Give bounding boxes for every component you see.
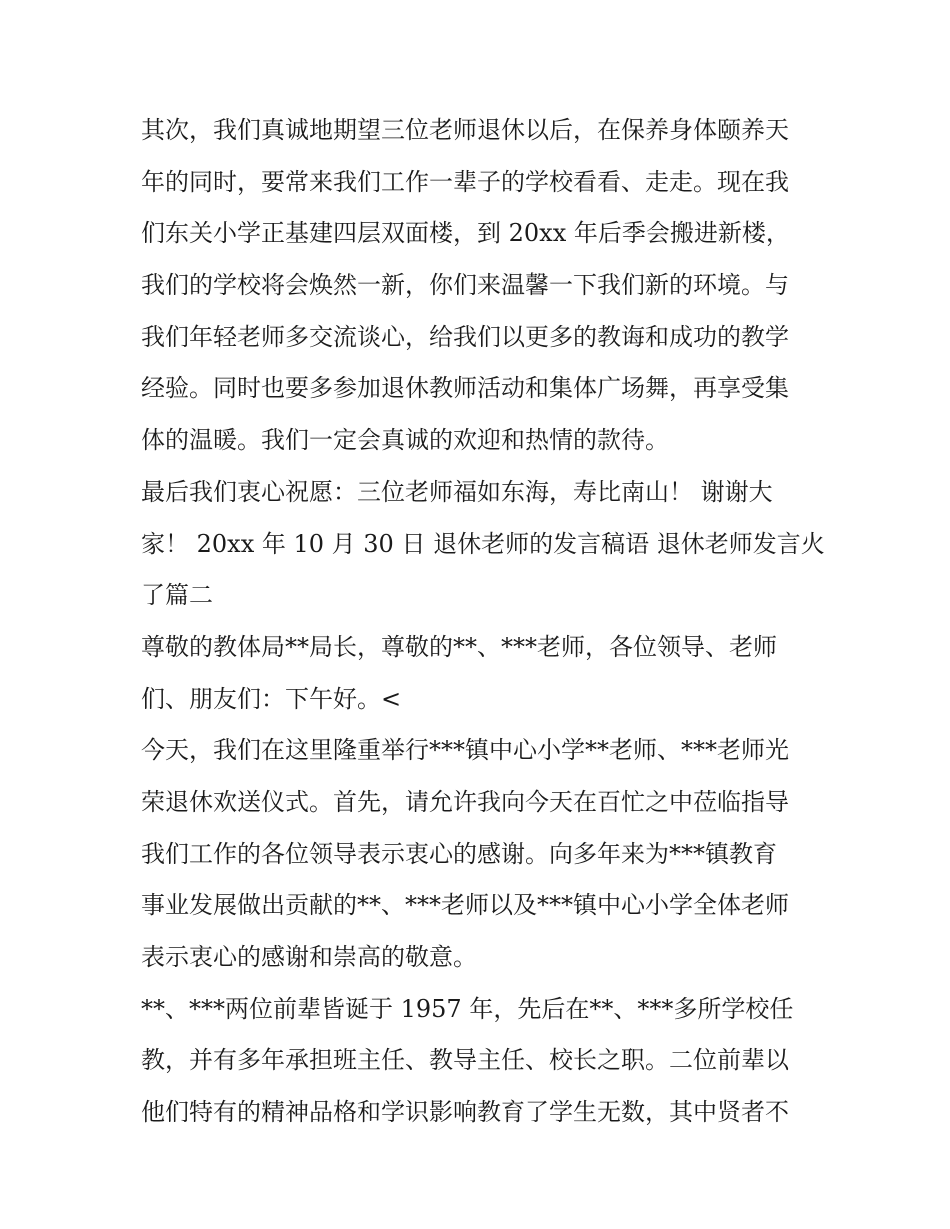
text-line: 最后我们衷心祝愿：三位老师福如东海，寿比南山！ 谢谢大 (141, 477, 773, 506)
text-line: 们、朋友们：下午好。< (141, 684, 402, 713)
text-line: 今天，我们在这里隆重举行***镇中心小学**老师、***老师光 (141, 736, 789, 765)
text-line: 事业发展做出贡献的**、***老师以及***镇中心小学全体老师 (141, 891, 789, 920)
text-line: 教，并有多年承担班主任、教导主任、校长之职。二位前辈以 (141, 1046, 789, 1075)
text-line: 经验。同时也要多参加退休教师活动和集体广场舞，再享受集 (141, 374, 789, 403)
text-line: 我们的学校将会焕然一新，你们来温馨一下我们新的环境。与 (141, 271, 789, 300)
text-line: 我们年轻老师多交流谈心，给我们以更多的教诲和成功的教学 (141, 322, 789, 351)
text-line: 体的温暖。我们一定会真诚的欢迎和热情的款待。 (141, 426, 669, 455)
text-line: **、***两位前辈皆诞于 1957 年，先后在**、***多所学校任 (141, 994, 794, 1023)
text-line: 他们特有的精神品格和学识影响教育了学生无数，其中贤者不 (141, 1098, 789, 1127)
text-line: 尊敬的教体局**局长，尊敬的**、***老师，各位领导、老师 (141, 632, 777, 661)
text-line: 了篇二 (141, 581, 213, 610)
text-line: 年的同时，要常来我们工作一辈子的学校看看、走走。现在我 (141, 167, 789, 196)
text-line: 荣退休欢送仪式。首先，请允许我向今天在百忙之中莅临指导 (141, 787, 789, 816)
text-line: 们东关小学正基建四层双面楼，到 20xx 年后季会搬进新楼， (141, 219, 790, 248)
text-line: 家！ 20xx 年 10 月 30 日 退休老师的发言稿语 退休老师发言火 (141, 529, 825, 558)
text-line: 表示衷心的感谢和崇高的敬意。 (141, 943, 477, 971)
body-text (141, 105, 825, 1139)
text-line: 其次，我们真诚地期望三位老师退休以后，在保养身体颐养天 (141, 116, 789, 144)
text-line: 我们工作的各位领导表示衷心的感谢。向多年来为***镇教育 (141, 839, 777, 868)
